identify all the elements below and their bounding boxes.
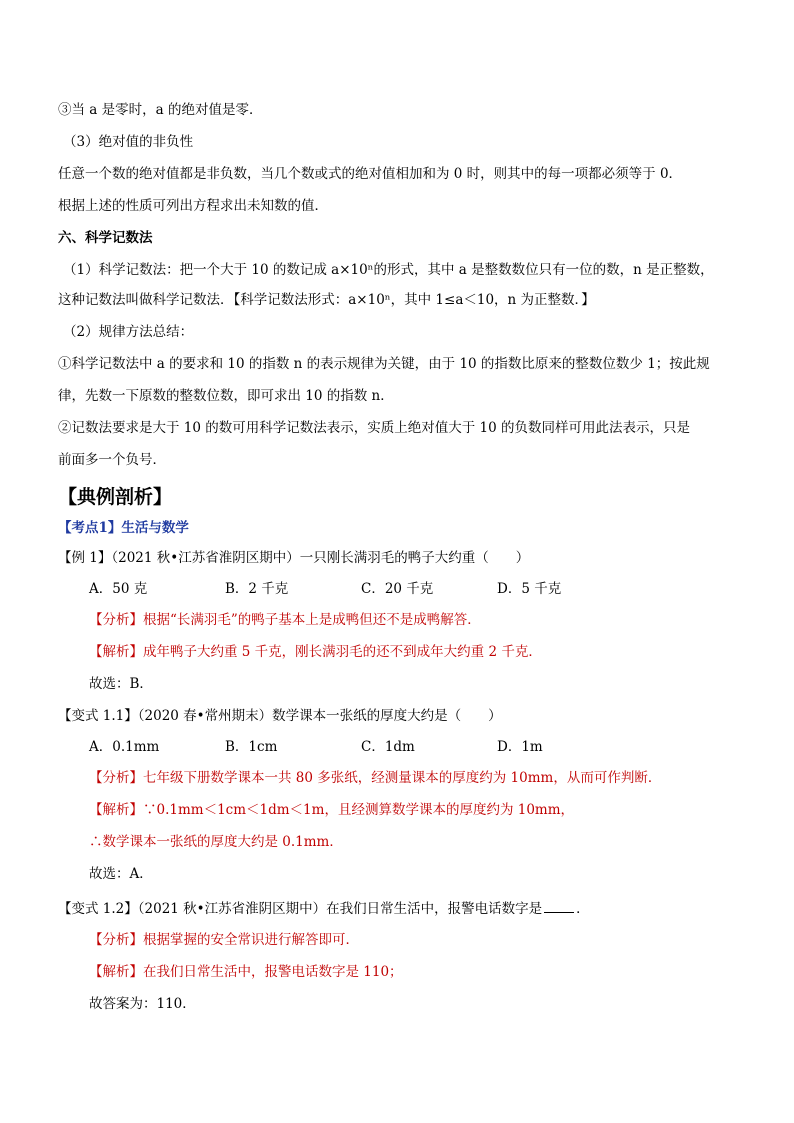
v11-conclusion: ∴数学课本一张纸的厚度大约是 0.1mm． xyxy=(89,834,343,850)
sci-r2a: ②记数法要求是大于 10 的数可用科学记数法表示，实质上绝对值大于 10 的负数同样可用此法表示，只是 xyxy=(58,420,691,436)
v11-analysis: 【分析】七年级下册数学课本一共 80 多张纸，经测量课本的厚度约为 10mm，从而可作判断． xyxy=(89,770,662,786)
v11-option-d: D．1m xyxy=(497,739,543,755)
examples-title: 【典例剖析】 xyxy=(58,486,173,508)
v12-answer: 故答案为：110． xyxy=(89,996,196,1012)
v11-solution: 【解析】∵0.1mm＜1cm＜1dm＜1m，且经测算数学课本的厚度约为 10mm， xyxy=(89,802,575,818)
v11-option-b: B．1cm xyxy=(225,739,278,755)
v11-stem: 【变式 1.1】（2020 春•常州期末）数学课本一张纸的厚度大约是（ ） xyxy=(58,708,502,724)
answer-blank xyxy=(544,898,574,913)
v12-stem-line xyxy=(58,898,590,919)
sci-p2: （2）规律方法总结： xyxy=(63,324,194,340)
sci-p1a: （1）科学记数法：把一个大于 10 的数记成 a×10ⁿ的形式，其中 a 是整数数位只有一位的数，n 是正整数， xyxy=(63,262,714,278)
v12-analysis: 【分析】根据掌握的安全常识进行解答即可． xyxy=(89,932,359,948)
ex1-option-c: C．20 千克 xyxy=(361,581,434,597)
abs-nonneg: 任意一个数的绝对值都是非负数，当几个数或式的绝对值相加和为 0 时，则其中的每一项都必须等于 0． xyxy=(58,166,683,182)
ex1-option-a: A．50 克 xyxy=(89,581,148,597)
abs-sub3: （3）绝对值的非负性 xyxy=(63,134,194,150)
v11-option-c: C．1dm xyxy=(361,739,415,755)
abs-solve: 根据上述的性质可列出方程求出未知数的值． xyxy=(58,198,328,214)
v11-answer: 故选：A． xyxy=(89,866,153,882)
ex1-stem: 【例 1】（2021 秋•江苏省淮阴区期中）一只刚长满羽毛的鸭子大约重（ ） xyxy=(58,550,530,566)
sci-r2b: 前面多一个负号． xyxy=(58,452,166,468)
v12-stem: 【变式 1.2】（2021 秋•江苏省淮阴区期中）在我们日常生活中，报警电话数字是 xyxy=(58,901,543,917)
ex1-options xyxy=(89,579,633,599)
sci-p1b: 这种记数法叫做科学记数法．【科学记数法形式：a×10ⁿ，其中 1≤a＜10，n 为正整数．】 xyxy=(58,292,595,308)
sci-title: 六、科学记数法 xyxy=(58,230,153,246)
v12-solution: 【解析】在我们日常生活中，报警电话数字是 110； xyxy=(89,964,403,980)
sci-r1a: ①科学记数法中 a 的要求和 10 的指数 n 的表示规律为关键，由于 10 的指数比原来的整数位数少 1；按此规 xyxy=(58,356,710,372)
ex1-option-b: B．2 千克 xyxy=(225,581,289,597)
kaodian-1: 【考点1】生活与数学 xyxy=(58,520,189,536)
sci-r1b: 律，先数一下原数的整数位数，即可求出 10 的指数 n． xyxy=(58,388,394,404)
ex1-analysis: 【分析】根据“长满羽毛”的鸭子基本上是成鸭但还不是成鸭解答． xyxy=(89,612,481,628)
v11-options xyxy=(89,737,633,757)
v11-option-a: A．0.1mm xyxy=(89,739,160,755)
ex1-option-d: D．5 千克 xyxy=(497,581,562,597)
v12-stem-end: ． xyxy=(576,901,590,917)
ex1-answer: 故选：B． xyxy=(89,676,153,692)
ex1-solution: 【解析】成年鸭子大约重 5 千克，刚长满羽毛的还不到成年大约重 2 千克． xyxy=(89,644,542,660)
abs-item3: ③当 a 是零时，a 的绝对值是零． xyxy=(58,102,263,118)
